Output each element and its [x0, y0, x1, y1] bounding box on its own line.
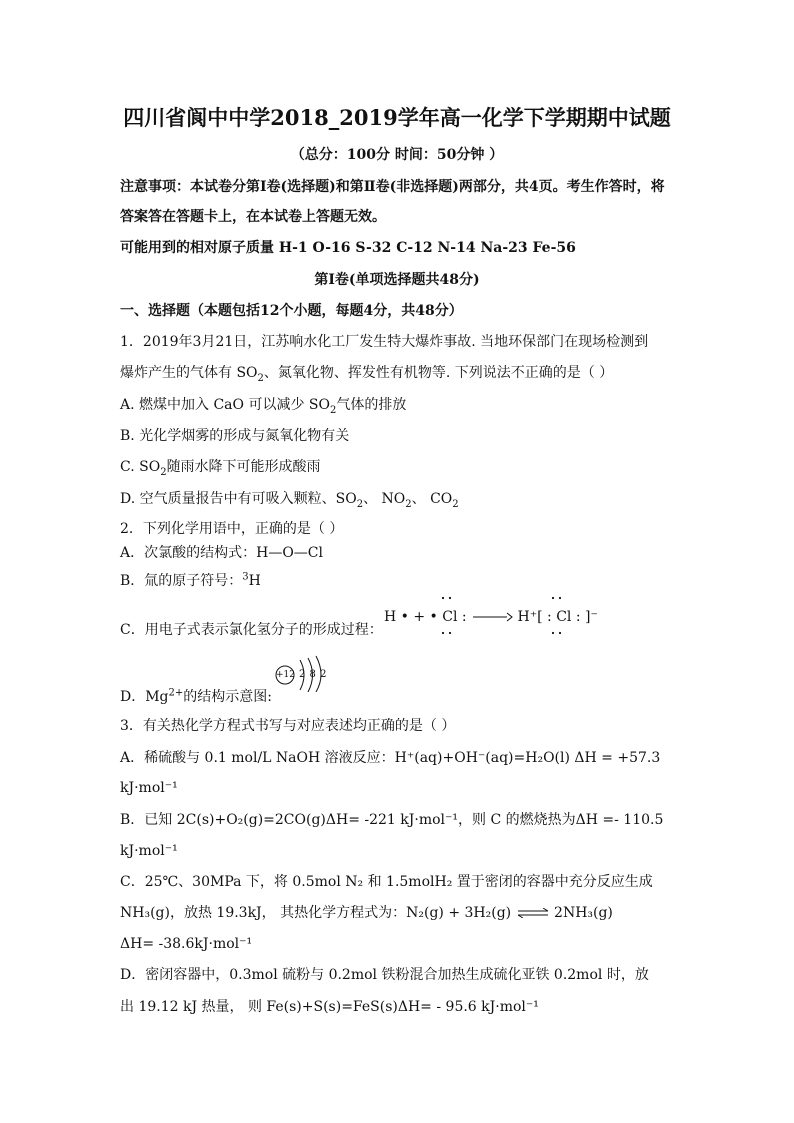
q3-option-b-line-2: kJ·mol⁻¹ — [120, 843, 178, 859]
equilibrium-arrow-icon — [516, 908, 550, 918]
q3-option-a-line-2: kJ·mol⁻¹ — [120, 780, 178, 796]
equation-left: H • + • Cl : — [384, 609, 467, 625]
electron-dots-icon — [440, 596, 600, 636]
q2-option-c: C．用电子式表示氯化氢分子的形成过程： — [120, 622, 383, 638]
q3-option-c-line-3: ΔH= -38.6kJ·mol⁻¹ — [120, 936, 253, 952]
q3-option-d-line-2: 出 19.12 kJ 热量， 则 Fe(s)+S(s)=FeS(s)ΔH= - 95.6 kJ·mol⁻¹ — [120, 999, 539, 1015]
exam-duration: （总分：100分 时间：50分钟 ） — [290, 147, 504, 163]
q2-stem: 2．下列化学用语中，正确的是（ ） — [120, 521, 344, 537]
mg-ion-structure-diagram — [274, 652, 334, 692]
atomic-mass-line: 可能用到的相对原子质量 H-1 O-16 S-32 C-12 N-14 Na-23 Fe-56 — [120, 240, 576, 256]
q1-option-d: D. 空气质量报告中有可吸入颗粒、$SO_2$、 $NO_2$、 $CO_2$ — [120, 491, 459, 510]
q3-option-b-line-1: B．已知 2C(s)+O₂(g)=2CO(g)ΔH= -221 kJ·mol⁻¹，则 C 的燃烧热为ΔH =- 110.5 — [120, 812, 664, 828]
shell-electrons: 2 8 2 — [299, 669, 327, 680]
q3-stem: 3．有关热化学方程式书写与对应表述均正确的是（ ） — [120, 718, 456, 734]
q3-option-a-line-1: A．稀硫酸与 0.1 mol/L NaOH 溶液反应：H⁺(aq)+OH⁻(aq)=H₂O(l) ΔH = +57.3 — [120, 750, 661, 766]
q1-stem-line-1: 1．2019年3月21日，江苏响水化工厂发生特大爆炸事故. 当地环保部门在现场检测到 — [120, 334, 649, 350]
q1-option-a: A. 燃煤中加入 CaO 可以减少 $SO_2$气体的排放 — [120, 397, 407, 416]
section-heading: 一、选择题（本题包括12个小题，每题4分，共48分） — [120, 303, 463, 319]
q2-option-b: B．氚的原子符号：$^3$H — [120, 571, 261, 589]
q3-option-d-line-1: D．密闭容器中，0.3mol 硫粉与 0.2mol 铁粉混合加热生成硫化亚铁 0.2mol 时，放 — [120, 967, 649, 983]
q1-stem-line-2: 爆炸产生的气体有 $SO_2$、氮氧化物、挥发性有机物等. 下列说法不正确的是（ ） — [120, 365, 614, 384]
q2-option-a: A．次氯酸的结构式：H—O—Cl — [120, 545, 323, 561]
notes-line-2: 答案答在答题卡上，在本试卷上答题无效。 — [120, 209, 386, 225]
notes-line-1: 注意事项：本试卷分第Ⅰ卷(选择题)和第Ⅱ卷(非选择题)两部分，共4页。考生作答时，将 — [120, 179, 665, 195]
q1-option-c: C. $SO_2$随雨水降下可能形成酸雨 — [120, 459, 321, 478]
q3-option-c-line-1: C．25℃、30MPa 下，将 0.5mol N₂ 和 1.5molH₂ 置于密闭的容器中充分反应生成 — [120, 874, 653, 890]
q1-option-b: B. 光化学烟雾的形成与氮氧化物有关 — [120, 428, 350, 444]
page-title: 四川省阆中中学2018_2019学年高一化学下学期期中试题 — [123, 105, 671, 130]
q2-option-d: D．$Mg^{2+}$的结构示意图: — [120, 687, 272, 705]
nucleus-charge: +12 — [276, 670, 295, 680]
volume-heading: 第Ⅰ卷(单项选择题共48分) — [314, 272, 480, 288]
equation-right: H⁺[ : Cl : ]⁻ — [517, 609, 598, 625]
q3-option-c-line-2: NH₃(g)，放热 19.3kJ， 其热化学方程式为：N₂(g) + 3H₂(g) 2NH₃(g) — [120, 905, 613, 921]
